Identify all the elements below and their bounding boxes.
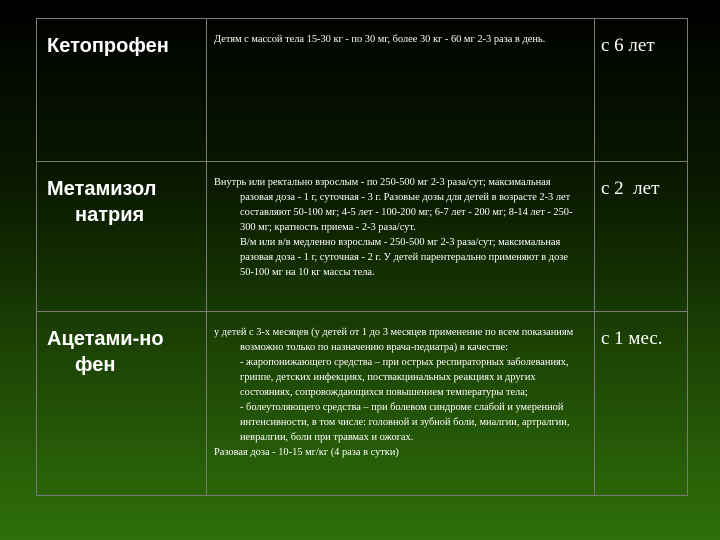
- drug-name: Метамизол: [47, 178, 157, 200]
- drug-name-cell: [37, 162, 207, 312]
- table-row: [37, 312, 688, 496]
- dosage-table: [36, 18, 688, 496]
- drug-name-cell: [37, 19, 207, 162]
- age-cell: [595, 19, 688, 162]
- dosage-text: Детям с массой тела 15-30 кг - по 30 мг, более 30 кг - 60 мг 2-3 раза в день.: [214, 34, 546, 45]
- age-cell: [595, 312, 688, 496]
- drug-name: Кетопрофен: [47, 35, 169, 57]
- age-text: с 2 лет: [601, 178, 660, 199]
- age-text: с 6 лет: [601, 35, 655, 56]
- dosage-cell: [207, 312, 595, 496]
- age-cell: [595, 162, 688, 312]
- dosage-text: Разовая доза - 10-15 мг/кг (4 раза в сутки): [214, 447, 399, 458]
- dosage-text: Внутрь или ректально взрослым - по 250-500 мг 2-3 раза/сут; максимальная разовая доза - 1 г, суточная - 3 г. Разовые дозы для детей в возрасте 2-3 лет составляют 50-100 мг; 4-5 лет - 100-200 мг; 6-7 лет - 200 мг; 8-14 лет - 250-300 мг; кратность приема - 2-3 раза/сут.: [214, 177, 573, 233]
- table-row: [37, 162, 688, 312]
- table-row: [37, 19, 688, 162]
- drug-name: Ацетами-но: [47, 328, 164, 350]
- dosage-text: В/м или в/в медленно взрослым - 250-500 мг 2-3 раза/сут; максимальная разовая доза - 1 г, суточная - 2 г. У детей парентерально применяют в дозе 50-100 мг на 10 кг массы тела.: [240, 237, 568, 278]
- dosage-text: у детей с 3-х месяцев (у детей от 1 до 3 месяцев применение по всем показаниям возможно только по назначению врача-педиатра) в качестве:: [214, 327, 574, 353]
- dosage-text: - болеутоляющего средства – при болевом синдроме слабой и умеренной интенсивности, в том числе: головной и зубной боли, миалгии, артралгии, невралгии, боли при травмах и ожогах.: [240, 402, 570, 443]
- drug-name-line2: натрия: [75, 204, 145, 226]
- drug-name-cell: [37, 312, 207, 496]
- age-text: с 1 мес.: [601, 328, 663, 349]
- dosage-cell: [207, 19, 595, 162]
- dosage-text: - жаропонижающего средства – при острых респираторных заболеваниях, гриппе, детских инфекциях, поствакцинальных реакциях и других состояниях, сопровождающихся повышением температуры тела;: [240, 357, 569, 398]
- dosage-cell: [207, 162, 595, 312]
- drug-name-line2: фен: [75, 354, 116, 376]
